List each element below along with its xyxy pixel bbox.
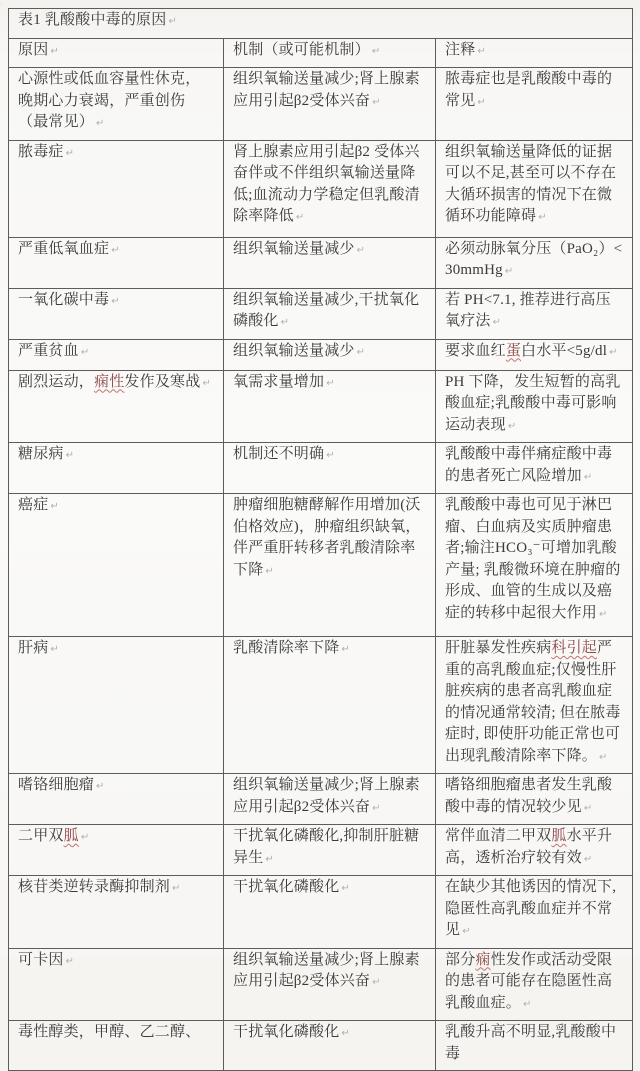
cell-mechanism: 组织氧输送量减少;肾上腺素应用引起β2受体兴奋 ↵ <box>224 68 436 141</box>
cell-note: 肝脏暴发性疾病科引起严重的高乳酸血症;仅慢性肝脏疾病的患者高乳酸血症的情况通常较清; 但在脓毒症时, 即使肝功能正常也可出现乳酸清除率下降。 ↵ <box>436 637 633 774</box>
cell-mechanism: 肿瘤细胞糖酵解作用增加(沃伯格效应)，肿瘤组织缺氧，伴严重肝转移者乳酸清除率下降 ↵ <box>224 494 436 637</box>
cell-note: 乳酸升高不明显,乳酸酸中毒 <box>436 1021 633 1071</box>
cell-cause: 核苷类逆转录酶抑制剂 ↵ <box>9 876 224 949</box>
paragraph-mark: ↵ <box>507 420 517 432</box>
paragraph-mark: ↵ <box>538 212 547 223</box>
cell-mechanism: 机制还不明确 ↵ <box>224 443 436 494</box>
cell-mechanism: 组织氧输送量减少;肾上腺素应用引起β2受体兴奋 ↵ <box>224 774 436 825</box>
paragraph-mark: ↵ <box>372 977 381 988</box>
paragraph-mark: ↵ <box>341 644 350 655</box>
cell-cause: 剧烈运动，痫性发作及寒战 ↵ <box>9 370 224 443</box>
cell-cause: 嗜铬细胞瘤 ↵ <box>9 774 224 825</box>
paragraph-mark: ↵ <box>477 96 486 108</box>
paragraph-mark: ↵ <box>80 832 90 843</box>
table-title: 表1 乳酸酸中毒的原因 ↵ <box>9 9 633 39</box>
cell-note: 乳酸酸中毒也可见于淋巴瘤、白血病及实质肿瘤患者;输注HCO₃⁻可增加乳酸产量; 乳酸微环境在肿瘤的形成、血管的生成以及癌症的转移中起很大作用 ↵ <box>436 494 633 637</box>
cell-note: 要求血红蛋白水平<5g/dl ↵ <box>436 339 633 370</box>
cell-cause: 癌症 ↵ <box>9 494 224 637</box>
paragraph-mark: ↵ <box>265 853 274 865</box>
paragraph-mark: ↵ <box>492 317 502 328</box>
cell-cause: 糖尿病 ↵ <box>9 443 224 494</box>
cell-note: 乳酸酸中毒伴痛症酸中毒的患者死亡风险增加 ↵ <box>436 443 633 494</box>
cell-note: PH 下降，发生短暂的高乳酸血症;乳酸酸中毒可影响运动表现 ↵ <box>436 370 633 443</box>
cell-mechanism: 乳酸清除率下降 ↵ <box>224 637 436 774</box>
paragraph-mark: ↵ <box>65 450 75 461</box>
cell-mechanism: 氧需求量增加 ↵ <box>224 370 436 443</box>
cell-note: 嗜铬细胞瘤患者发生乳酸酸中毒的情况较少见 ↵ <box>436 774 633 825</box>
cell-cause: 一氧化碳中毒 ↵ <box>9 288 224 339</box>
paragraph-mark: ↵ <box>372 96 381 108</box>
column-header-mechanism: 机制（或可能机制） ↵ <box>224 38 436 68</box>
cell-cause: 可卡因 ↵ <box>9 948 224 1021</box>
paragraph-mark: ↵ <box>96 118 105 129</box>
spellcheck-highlight: 科引起 <box>551 640 598 656</box>
cell-note: 必须动脉氧分压（PaO₂）<30mmHg ↵ <box>436 237 633 288</box>
cell-cause: 毒性醇类，甲醇、乙二醇、 <box>9 1021 224 1071</box>
paragraph-mark: ↵ <box>372 802 381 814</box>
cell-mechanism: 组织氧输送量减少,干扰氧化磷酸化 ↵ <box>224 288 436 339</box>
paragraph-mark: ↵ <box>326 450 335 461</box>
paragraph-mark: ↵ <box>583 802 593 814</box>
table-row <box>9 1021 633 1071</box>
table-title-row <box>9 9 633 39</box>
table-row <box>9 339 633 370</box>
paragraph-mark: ↵ <box>341 1028 350 1039</box>
cell-note: 部分痫性发作或活动受限的患者可能存在隐匿性高乳酸血症。 ↵ <box>436 948 633 1021</box>
cell-cause: 严重贫血 ↵ <box>9 339 224 370</box>
paragraph-mark: ↵ <box>96 781 105 792</box>
cell-mechanism: 组织氧输送量减少;肾上腺素应用引起β2受体兴奋 ↵ <box>224 948 436 1021</box>
paragraph-mark: ↵ <box>326 377 335 389</box>
cell-mechanism: 组织氧输送量减少 ↵ <box>224 237 436 288</box>
table-row <box>9 443 633 494</box>
paragraph-mark: ↵ <box>65 147 75 159</box>
cell-note: 组织氧输送量降低的证据可以不足,甚至可以不存在大循环损害的情况下在微循环功能障碍 ↵ <box>436 140 633 237</box>
cell-cause: 严重低氧血症 ↵ <box>9 237 224 288</box>
column-header-note: 注释 ↵ <box>436 38 633 68</box>
paragraph-mark: ↵ <box>583 853 593 865</box>
paragraph-mark: ↵ <box>583 471 593 483</box>
cell-note: 常伴血清二甲双胍水平升高，透析治疗较有效 ↵ <box>436 825 633 876</box>
paragraph-mark: ↵ <box>477 45 486 57</box>
paragraph-mark: ↵ <box>265 565 274 577</box>
table-row <box>9 494 633 637</box>
table-row <box>9 825 633 876</box>
table-row <box>9 948 633 1021</box>
table-row <box>9 876 633 949</box>
paragraph-mark: ↵ <box>523 998 532 1010</box>
paragraph-mark: ↵ <box>356 346 366 358</box>
cell-note: 若 PH<7.1, 推荐进行高压氧疗法 ↵ <box>436 288 633 339</box>
paragraph-mark: ↵ <box>50 644 59 655</box>
cell-mechanism: 组织氧输送量减少 ↵ <box>224 339 436 370</box>
table-row <box>9 288 633 339</box>
paragraph-mark: ↵ <box>111 244 120 256</box>
paragraph-mark: ↵ <box>599 608 608 620</box>
table-header-row <box>9 38 633 68</box>
cell-mechanism: 干扰氧化磷酸化,抑制肝脏糖异生 ↵ <box>224 825 436 876</box>
paragraph-mark: ↵ <box>50 45 59 57</box>
table-row <box>9 68 633 141</box>
paragraph-mark: ↵ <box>202 377 212 389</box>
paragraph-mark: ↵ <box>462 926 471 937</box>
paragraph-mark: ↵ <box>280 317 290 328</box>
table-row <box>9 370 633 443</box>
paragraph-mark: ↵ <box>172 883 181 894</box>
paragraph-mark: ↵ <box>356 244 366 256</box>
spellcheck-highlight: 胍 <box>551 828 567 844</box>
cell-cause: 二甲双胍 ↵ <box>9 825 224 876</box>
cell-cause: 肝病 ↵ <box>9 637 224 774</box>
paragraph-mark: ↵ <box>504 266 514 277</box>
paragraph-mark: ↵ <box>111 295 120 307</box>
cell-note: 在缺少其他诱因的情况下,隐匿性高乳酸血症并不常见 ↵ <box>436 876 633 949</box>
cell-mechanism: 干扰氧化磷酸化 ↵ <box>224 1021 436 1071</box>
paragraph-mark: ↵ <box>50 501 59 512</box>
table-row <box>9 237 633 288</box>
cell-mechanism: 干扰氧化磷酸化 ↵ <box>224 876 436 949</box>
table-row <box>9 140 633 237</box>
paragraph-mark: ↵ <box>341 883 350 894</box>
paragraph-mark: ↵ <box>168 16 178 27</box>
spellcheck-highlight: 胍 <box>63 828 79 844</box>
lactic-acidosis-causes-table <box>8 8 633 1071</box>
spellcheck-highlight: 蛋 <box>505 342 522 359</box>
spellcheck-highlight: 痫 <box>475 951 491 968</box>
cell-cause: 心源性或低血容量性休克，晚期心力衰竭，严重创伤（最常见） ↵ <box>9 68 224 141</box>
paragraph-mark: ↵ <box>295 212 305 223</box>
cell-cause: 脓毒症 ↵ <box>9 140 224 237</box>
paragraph-mark: ↵ <box>371 45 381 57</box>
table-row <box>9 774 633 825</box>
cell-note: 脓毒症也是乳酸酸中毒的常见 ↵ <box>436 68 633 141</box>
table-row <box>9 637 633 774</box>
scan-artifact: · <box>0 0 3 9</box>
spellcheck-highlight: 痫性 <box>94 373 125 390</box>
paragraph-mark: ↵ <box>80 346 90 358</box>
paragraph-mark: ↵ <box>609 346 618 358</box>
paragraph-mark: ↵ <box>599 751 608 763</box>
paragraph-mark: ↵ <box>65 955 75 967</box>
column-header-cause: 原因 ↵ <box>9 38 224 68</box>
cell-mechanism: 肾上腺素应用引起β2 受体兴奋伴或不伴组织氧输送量降低;血流动力学稳定但乳酸清除率降低 ↵ <box>224 140 436 237</box>
